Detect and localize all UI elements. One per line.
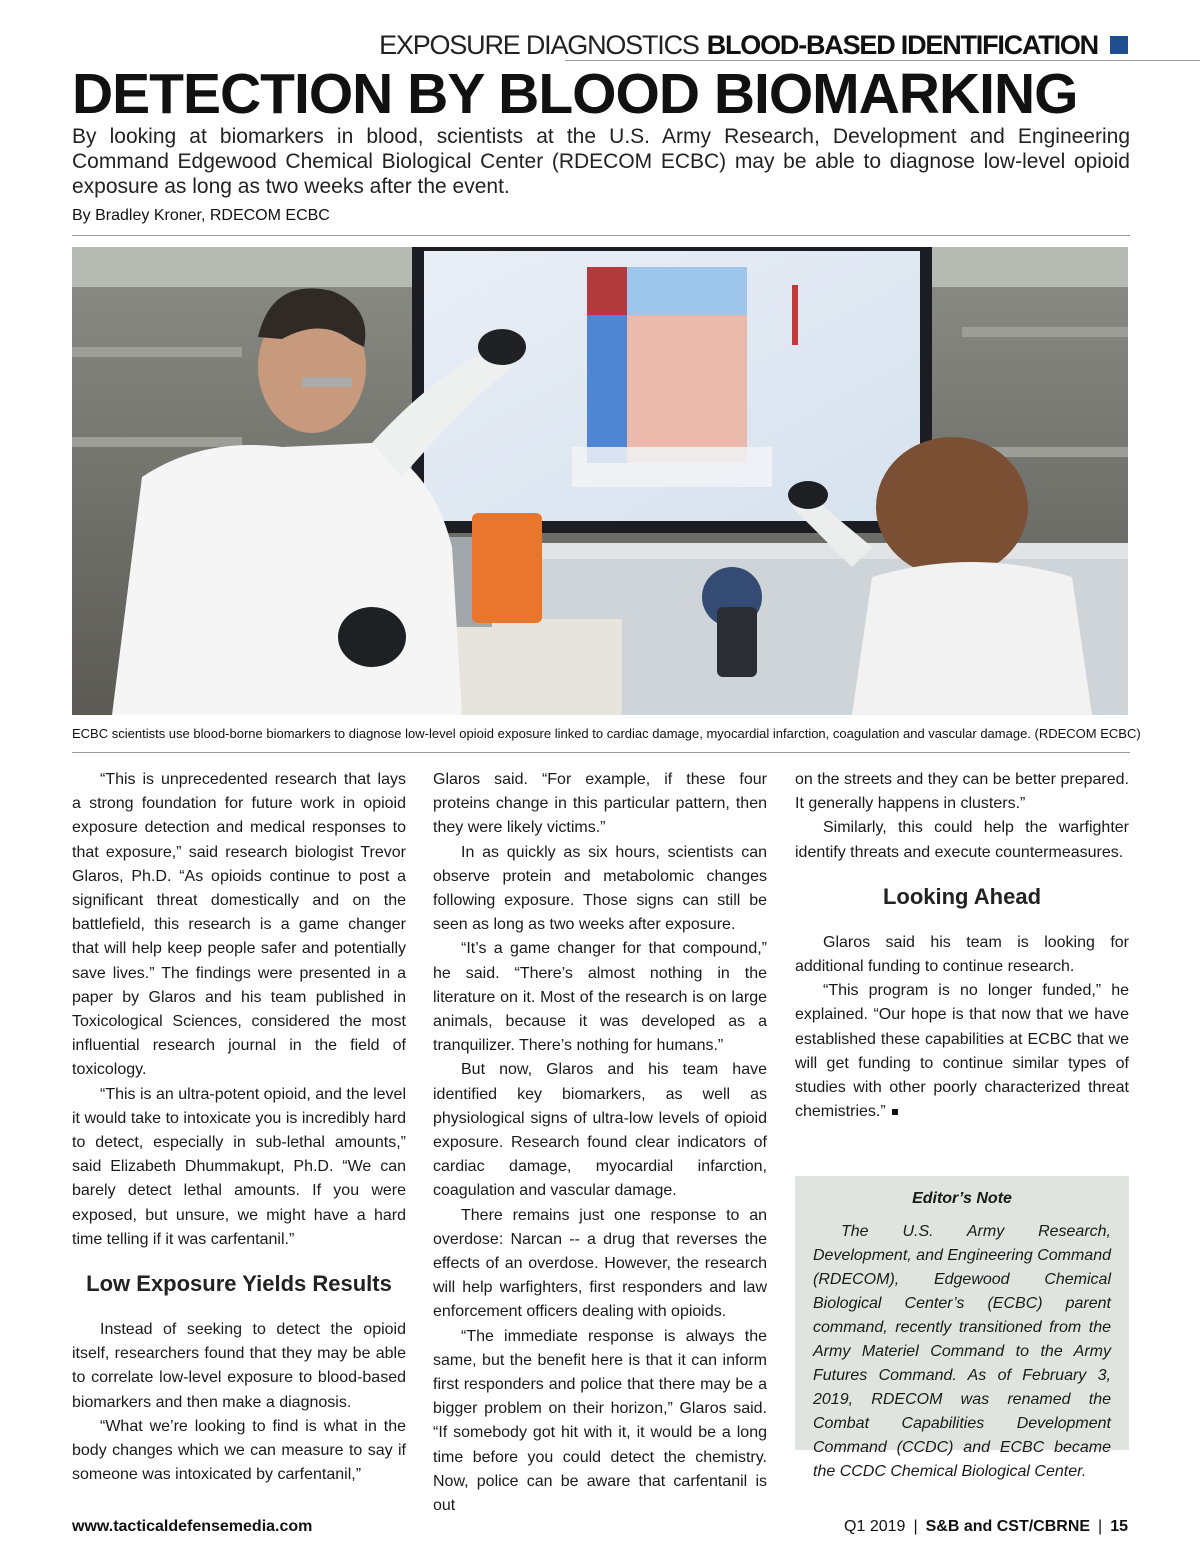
paragraph: But now, Glaros and his team have identified key biomarkers, as well as physiological signs of ultra-low levels of opioid exposure. Research found clear indicators of cardiac damage, myocardial infarction, coagulation and vascular damage.	[433, 1061, 767, 1200]
separator: |	[913, 1518, 918, 1535]
editors-note-box	[795, 1176, 1129, 1480]
paragraph: Similarly, this could help the warfighter identify threats and execute countermeasures.	[795, 819, 1129, 861]
lab-scene-illustration	[72, 247, 1128, 715]
subheading: Low Exposure Yields Results	[86, 1271, 392, 1297]
article-title: DETECTION BY BLOOD BIOMARKING	[72, 62, 1078, 126]
paragraph: “This is unprecedented research that lays a strong foundation for future work in opioid exposure detection and medical responses to that exposure,” said research biologist Trevor Glaros, Ph.D. “As opioids continue to post a significant threat domestically and on the battlefield, this research is a game changer that will help keep people safer and potentially save lives.” The findings were presented in a paper by Glaros and his team published in Toxicological Sciences, considered the most influential research journal in the field of toxicology.	[72, 771, 406, 1079]
folio	[844, 1518, 1128, 1536]
column-2	[433, 768, 767, 1518]
photo-caption: ECBC scientists use blood-borne biomarkers to diagnose low-level opioid exposure linked to cardiac damage, myocardial infarction, coagulation and vascular damage. (RDECOM ECBC)	[72, 726, 1141, 741]
editors-note-title: Editor’s Note	[912, 1190, 1012, 1207]
square-bullet-icon	[1110, 36, 1128, 54]
separator: |	[1098, 1518, 1103, 1535]
column-3	[795, 768, 1129, 1124]
paragraph	[795, 979, 1129, 1124]
lead-photo	[72, 247, 1128, 715]
section-label: EXPOSURE DIAGNOSTICS	[379, 29, 699, 60]
website-link[interactable]: www.tacticaldefensemedia.com	[72, 1518, 313, 1535]
paragraph: “This is an ultra-potent opioid, and the level it would take to intoxicate you is incredibly hard to detect, especially in sub-lethal amounts,” said Elizabeth Dhummakupt, Ph.D. “We can barely detect lethal amounts. If you were exposed, but unsure, we might have a hard time telling if it was carfentanil.”	[72, 1085, 406, 1248]
paragraph: There remains just one response to an overdose: Narcan -- a drug that reverses the effects of an overdose. However, the research will help warfighters, first responders and law enforcement officers dealing with opioids.	[433, 1206, 767, 1321]
paragraph: “The immediate response is always the same, but the benefit here is that it can inform first responders and police that there may be a bigger problem on their horizon,” Glaros said. “If somebody got hit with it, it would be a long time before you could detect the chemistry. Now, police can be aware that carfentanil is out	[433, 1327, 767, 1515]
column-1	[72, 768, 406, 1487]
paragraph: on the streets and they can be better prepared. It generally happens in clusters.”	[795, 771, 1129, 813]
section-kicker	[379, 26, 1128, 64]
section-topic: BLOOD-BASED IDENTIFICATION	[706, 29, 1098, 60]
subheading: Looking Ahead	[882, 883, 1042, 909]
paragraph: Glaros said. “For example, if these four proteins change in this particular pattern, then they were likely victims.”	[433, 771, 767, 837]
end-mark-icon	[892, 1109, 898, 1115]
divider	[72, 752, 1130, 753]
header-rule	[565, 60, 1200, 61]
paragraph: In as quickly as six hours, scientists can observe protein and metabolomic changes following exposure. Those signs can still be seen as long as two weeks after exposure.	[433, 843, 767, 934]
paragraph: “It’s a game changer for that compound,” he said. “There’s almost nothing in the literature on it. Most of the research is on large animals, because it was developed as a tranquilizer. There’s nothing for humans.”	[433, 940, 767, 1055]
paragraph: “What we’re looking to find is what in the body changes which we can measure to say if someone was intoxicated by carfentanil,”	[72, 1417, 406, 1484]
paragraph-text: “This program is no longer funded,” he explained. “Our hope is that now that we have established these capabilities at ECBC that we will get funding to continue similar types of studies with other poorly characterized threat chemistries.”	[795, 982, 1129, 1121]
paragraph: Glaros said his team is looking for additional funding to continue research.	[795, 933, 1129, 976]
divider	[72, 235, 1130, 236]
publication-name: S&B and CST/CBRNE	[925, 1518, 1091, 1535]
byline: By Bradley Kroner, RDECOM ECBC	[72, 207, 330, 224]
editors-note-text: The U.S. Army Research, Development, and Engineering Command (RDECOM), Edgewood Chemical Biological Center’s (ECBC) parent command, recently transitioned from the Army Materiel Command to the Army Futures Command. As of February 3, 2019, RDECOM was renamed the Combat Capabilities Development Command (CCDC) and ECBC became the CCDC Chemical Biological Center.	[813, 1223, 1111, 1480]
issue-label: Q1 2019	[844, 1518, 906, 1535]
article-deck: By looking at biomarkers in blood, scientists at the U.S. Army Research, Development and Engineering Command Edgewood Chemical Biological Center (RDECOM ECBC) may be able to diagnose low-level opioid exposure as long as two weeks after the event.	[72, 125, 1130, 198]
paragraph: Instead of seeking to detect the opioid itself, researchers found that they may be able to correlate low-level exposure to blood-based biomarkers and then make a diagnosis.	[72, 1321, 406, 1411]
page-number: 15	[1110, 1518, 1128, 1535]
